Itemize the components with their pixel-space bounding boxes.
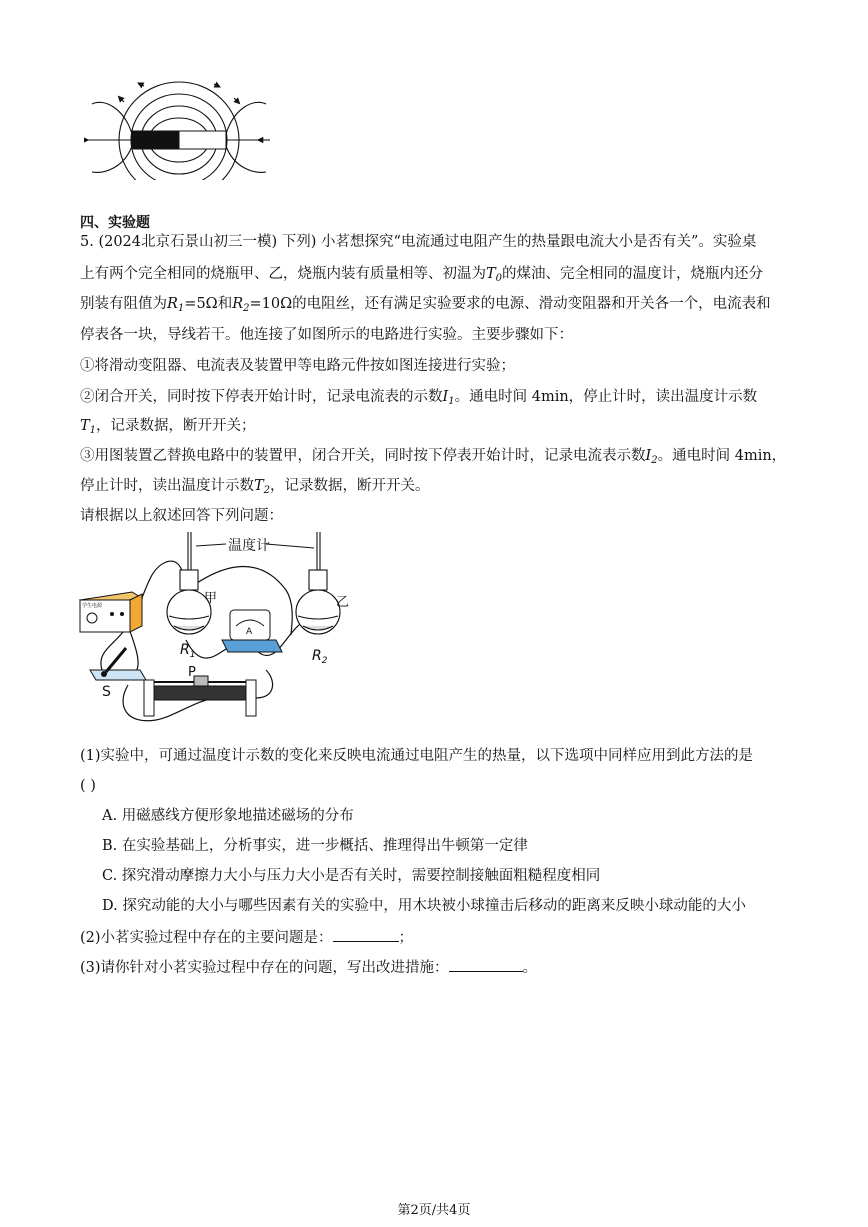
flask-b-label: 乙 (336, 595, 350, 610)
question-line-3: 别装有阻值为$R_1=5\Omega$和$R_2=10\Omega$的电阻丝，还有满足实验要求的电源、滑动变阻器和开关各一个，电流表和 (80, 296, 771, 314)
step-3-cont: 停止计时，读出温度计示数$T_2$，记录数据，断开开关。 (80, 478, 430, 496)
prompt: 请根据以上叙述回答下列问题： (80, 508, 283, 524)
power-supply (80, 592, 142, 632)
page-footer: 第2页/共4页 (397, 1203, 471, 1218)
option-b[interactable]: B. 在实验基础上，分析事实，进一步概括、推理得出牛顿第一定律 (102, 838, 528, 854)
circuit-figure (76, 530, 366, 730)
r1-label: $R_1$ (180, 642, 196, 660)
question-source: (2024北京石景山初三一模) 下列) (98, 234, 322, 250)
question-line-1: 5. (2024北京石景山初三一模) 下列) 小茗想探究“电流通过电阻产生的热量跟电流大小是否有关”。实验桌 (80, 234, 757, 250)
option-d[interactable]: D. 探究动能的大小与哪些因素有关的实验中，用木块被小球撞击后移动的距离来反映小球动能的大小 (102, 898, 746, 914)
question-line-4: 停表各一块，导线若干。他连接了如图所示的电路进行实验。主要步骤如下： (80, 327, 573, 343)
flask-a-label: 甲 (204, 591, 218, 606)
thermometer-label: 温度计 (228, 538, 270, 554)
slider-label: P (188, 665, 196, 680)
option-a[interactable]: A. 用磁感线方便形象地描述磁场的分布 (102, 808, 354, 824)
step-1: ①将滑动变阻器、电流表及装置甲等电路元件按如图连接进行实验； (80, 358, 515, 374)
step-3: ③用图装置乙替换电路中的装置甲，闭合开关，同时按下停表开始计时，记录电流表示数$I_2$。通电时间 4min， (80, 448, 787, 466)
ammeter-label: A (246, 627, 253, 637)
magnet-field-diagram (84, 68, 274, 180)
rheostat (144, 676, 256, 716)
question-line-2: 上有两个完全相同的烧瓶甲、乙，烧瓶内装有质量相等、初温为$T_0$的煤油、完全相同的温度计，烧瓶内还分 (80, 266, 764, 284)
r2-label: $R_2$ (312, 648, 328, 666)
switch-label: S (102, 684, 111, 700)
q3-blank[interactable] (449, 957, 523, 972)
step-2: ②闭合开关，同时按下停表开始计时，记录电流表的示数$I_1$。通电时间 4min，停止计时，读出温度计示数 (80, 389, 758, 407)
q1-text: (1)实验中，可通过温度计示数的变化来反映电流通过电阻产生的热量，以下选项中同样应用到此方法的是 (80, 748, 754, 764)
q1-answer-paren: ( ) (80, 778, 96, 794)
option-c[interactable]: C. 探究滑动摩擦力大小与压力大小是否有关时，需要控制接触面粗糙程度相同 (102, 868, 601, 884)
step-2-cont: $T_1$，记录数据，断开开关； (80, 418, 256, 436)
section-heading: 四、实验题 (80, 215, 150, 231)
q3: (3)请你针对小茗实验过程中存在的问题，写出改进措施： 。 (80, 957, 537, 978)
q2: (2)小茗实验过程中存在的主要问题是： ； (80, 927, 413, 948)
question-number: 5. (80, 234, 94, 250)
q2-blank[interactable] (333, 927, 399, 942)
power-supply-label: 学生电源 (82, 603, 103, 609)
flask-a (167, 532, 211, 634)
